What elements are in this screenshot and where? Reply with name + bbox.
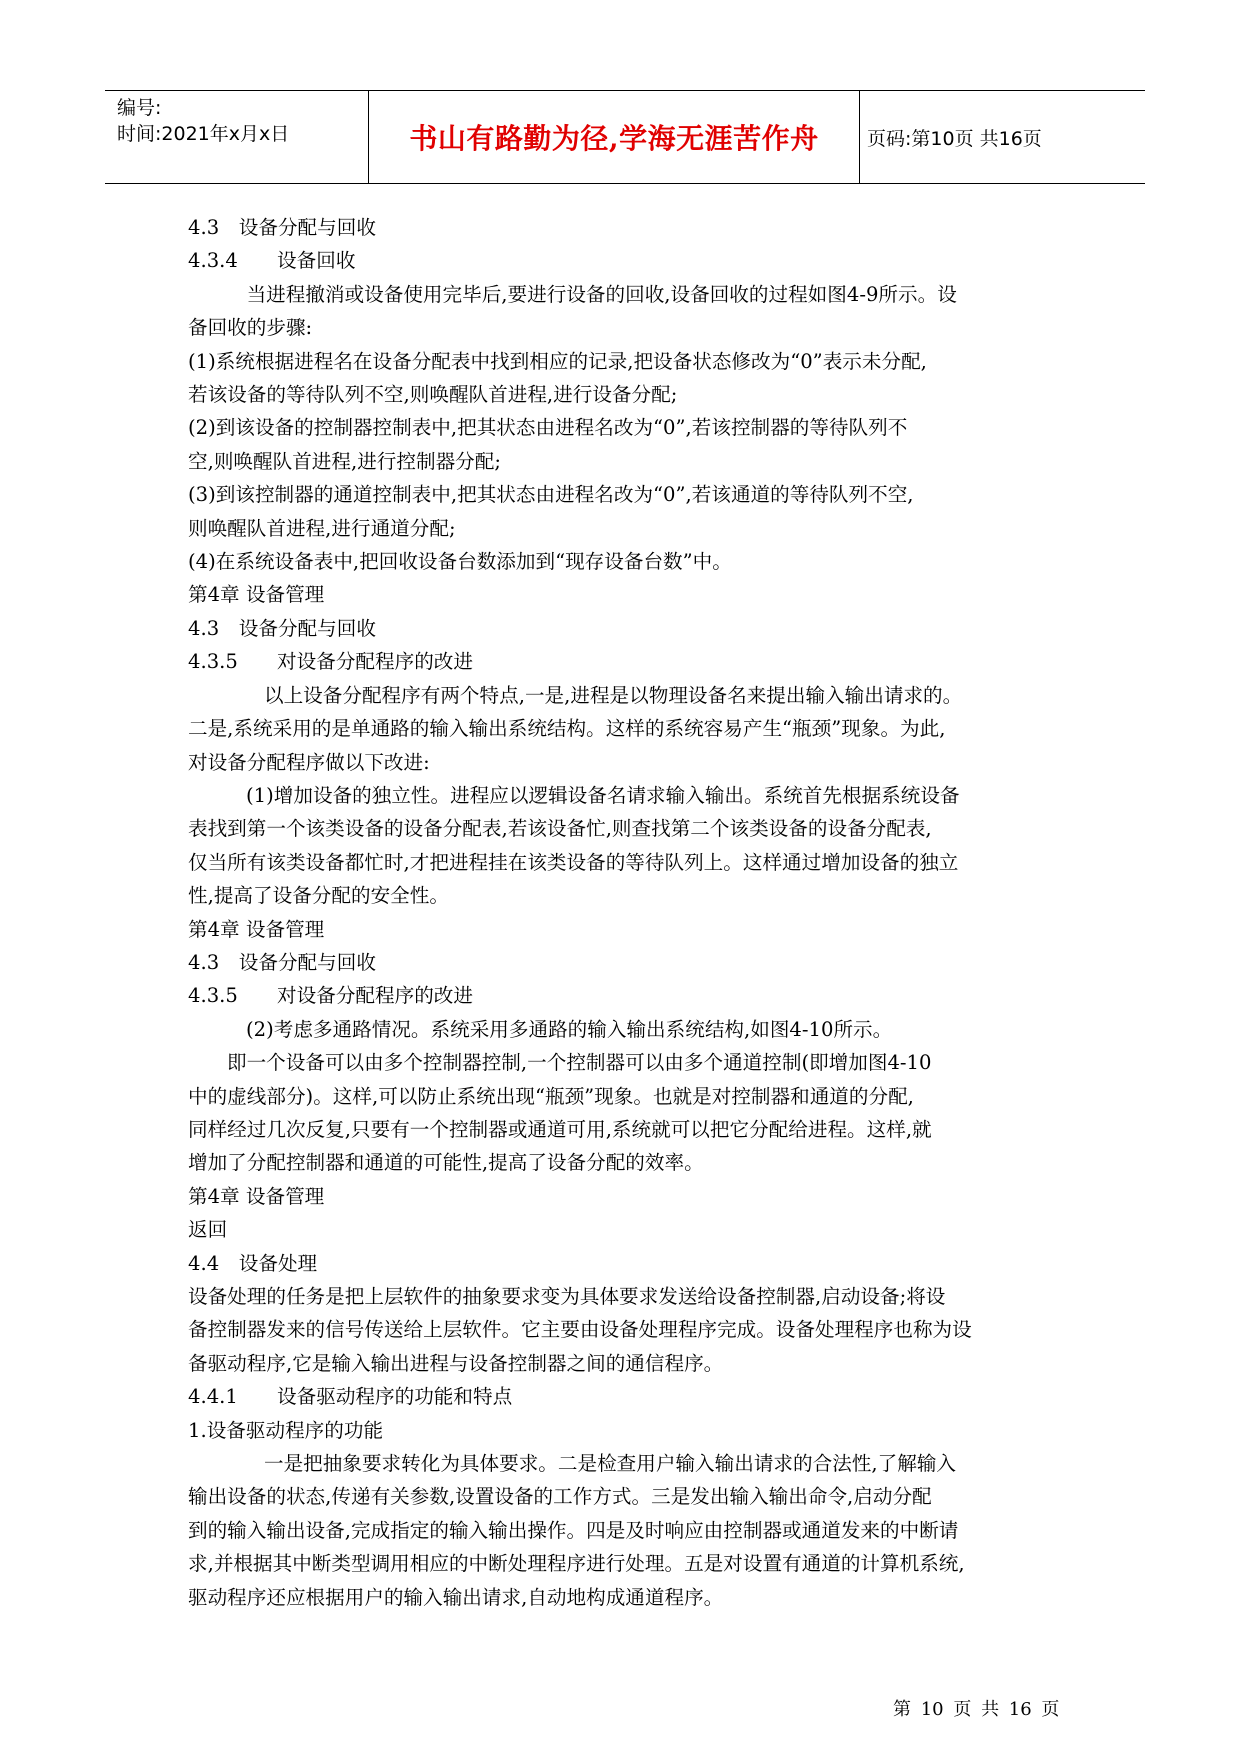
paragraph-line: 对设备分配程序做以下改进: (188, 750, 430, 774)
paragraph-line: 一是把抽象要求转化为具体要求。二是检查用户输入输出请求的合法性,了解输入 (264, 1452, 957, 1476)
paragraph-line: (1)增加设备的独立性。进程应以逻辑设备名请求输入输出。系统首先根据系统设备 (246, 783, 960, 807)
paragraph-line: (2)考虑多通路情况。系统采用多通路的输入输出系统结构,如图4-10所示。 (246, 1017, 893, 1041)
paragraph-line: 性,提高了设备分配的安全性。 (188, 884, 449, 908)
paragraph-line: 备驱动程序,它是输入输出进程与设备控制器之间的通信程序。 (188, 1351, 724, 1375)
paragraph-line: 以上设备分配程序有两个特点,一是,进程是以物理设备名来提出输入输出请求的。 (264, 683, 963, 707)
subsection-heading: 4.3.5 对设备分配程序的改进 (188, 984, 473, 1008)
paragraph-line: 到的输入输出设备,完成指定的输入输出操作。四是及时响应由控制器或通道发来的中断请 (188, 1518, 959, 1542)
list-item: (4)在系统设备表中,把回收设备台数添加到“现存设备台数”中。 (188, 550, 732, 574)
section-heading: 4.3 设备分配与回收 (188, 616, 376, 640)
section-heading: 4.3 设备分配与回收 (188, 950, 376, 974)
paragraph-line: 二是,系统采用的是单通路的输入输出系统结构。这样的系统容易产生“瓶颈”现象。为此, (188, 717, 946, 741)
list-item: (3)到该控制器的通道控制表中,把其状态由进程名改为“0”,若该通道的等待队列不空, (188, 483, 914, 507)
paragraph-line: 即一个设备可以由多个控制器控制,一个控制器可以由多个通道控制(即增加图4-10 (227, 1051, 932, 1075)
list-item: (2)到该设备的控制器控制表中,把其状态由进程名改为“0”,若该控制器的等待队列不 (188, 416, 908, 440)
chapter-heading: 第4章 设备管理 (188, 1184, 325, 1208)
paragraph-line: 同样经过几次反复,只要有一个控制器或通道可用,系统就可以把它分配给进程。这样,就 (188, 1117, 932, 1141)
page-header (105, 90, 1145, 184)
list-item-cont: 若该设备的等待队列不空,则唤醒队首进程,进行设备分配; (188, 383, 678, 407)
paragraph-line: 驱动程序还应根据用户的输入输出请求,自动地构成通道程序。 (188, 1585, 724, 1609)
paragraph-line: 增加了分配控制器和通道的可能性,提高了设备分配的效率。 (188, 1151, 704, 1175)
paragraph-line: 求,并根据其中断类型调用相应的中断处理程序进行处理。五是对设置有通道的计算机系统, (188, 1552, 965, 1576)
time-label: 时间:2021年x月x日 (117, 123, 290, 145)
header-divider-right (859, 91, 860, 183)
paragraph-line: 中的虚线部分)。这样,可以防止系统出现“瓶颈”现象。也就是对控制器和通道的分配, (188, 1084, 914, 1108)
subsection-heading: 4.3.4 设备回收 (188, 249, 356, 273)
paragraph-line: 输出设备的状态,传递有关参数,设置设备的工作方式。三是发出输入输出命令,启动分配 (188, 1485, 932, 1509)
page-footer: 第 10 页 共 16 页 (893, 1699, 1060, 1720)
subsection-heading: 4.3.5 对设备分配程序的改进 (188, 650, 473, 674)
return-link[interactable]: 返回 (188, 1218, 228, 1242)
document-body (188, 211, 1068, 1614)
header-motto: 书山有路勤为径,学海无涯苦作舟 (409, 122, 819, 155)
paragraph-line: 当进程撤消或设备使用完毕后,要进行设备的回收,设备回收的过程如图4-9所示。设 (227, 282, 957, 306)
chapter-heading: 第4章 设备管理 (188, 583, 325, 607)
header-info (117, 91, 373, 183)
item-heading: 1.设备驱动程序的功能 (188, 1418, 384, 1442)
paragraph-line: 备回收的步骤: (188, 316, 313, 340)
section-heading: 4.3 设备分配与回收 (188, 216, 376, 239)
list-item: (1)系统根据进程名在设备分配表中找到相应的记录,把设备状态修改为“0”表示未分配, (188, 349, 927, 373)
chapter-heading: 第4章 设备管理 (188, 917, 325, 941)
paragraph-line: 备控制器发来的信号传送给上层软件。它主要由设备处理程序完成。设备处理程序也称为设 (188, 1318, 972, 1342)
paragraph-line: 表找到第一个该类设备的设备分配表,若该设备忙,则查找第二个该类设备的设备分配表, (188, 817, 932, 841)
section-heading: 4.4 设备处理 (188, 1251, 318, 1275)
paragraph-line: 设备处理的任务是把上层软件的抽象要求变为具体要求发送给设备控制器,启动设备;将设 (188, 1285, 946, 1308)
header-page-label: 页码:第10页 共16页 (867, 127, 1042, 150)
number-label: 编号: (117, 97, 162, 119)
list-item-cont: 则唤醒队首进程,进行通道分配; (188, 516, 456, 540)
paragraph-line: 仅当所有该类设备都忙时,才把进程挂在该类设备的等待队列上。这样通过增加设备的独立 (188, 850, 959, 874)
subsection-heading: 4.4.1 设备驱动程序的功能和特点 (188, 1385, 513, 1409)
list-item-cont: 空,则唤醒队首进程,进行控制器分配; (188, 449, 501, 473)
